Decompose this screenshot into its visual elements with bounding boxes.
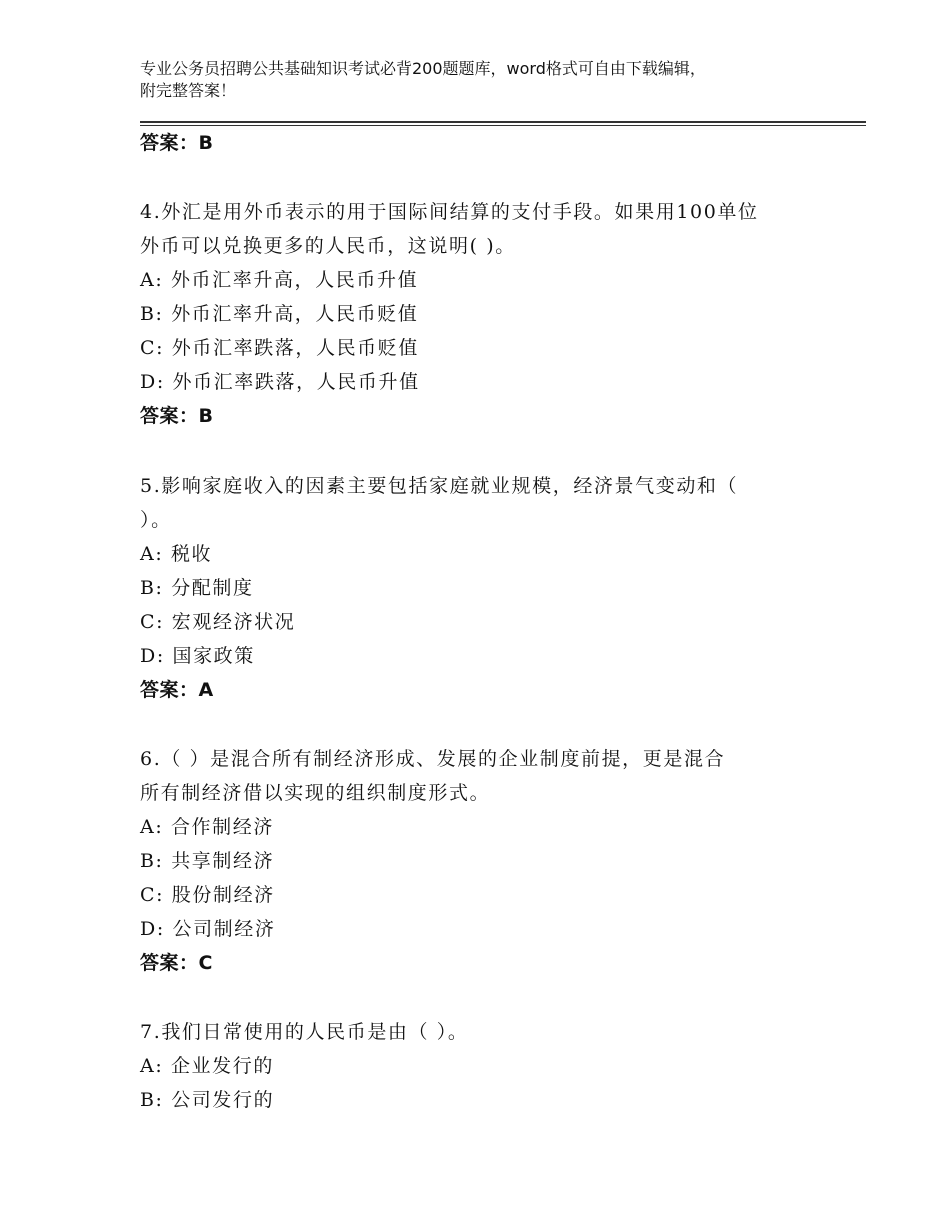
question-4-option-a: A: 外币汇率升高，人民币升值 bbox=[140, 269, 419, 291]
question-5-stem-line-2: ）。 bbox=[140, 509, 172, 531]
question-4-option-b: B: 外币汇率升高，人民币贬值 bbox=[140, 303, 419, 325]
question-6-stem-line-1: 6.（ ）是混合所有制经济形成、发展的企业制度前提，更是混合 bbox=[140, 748, 726, 770]
question-5-answer: 答案：A bbox=[140, 679, 214, 701]
question-7-stem-line-1: 7.我们日常使用的人民币是由（ ）。 bbox=[140, 1021, 469, 1043]
question-6-option-c: C: 股份制经济 bbox=[140, 884, 275, 906]
question-4-option-c: C: 外币汇率跌落，人民币贬值 bbox=[140, 337, 419, 359]
question-6-stem-line-2: 所有制经济借以实现的组织制度形式。 bbox=[140, 782, 491, 804]
header-line-2: 附完整答案！ bbox=[140, 81, 237, 100]
question-4-stem-line-1: 4.外汇是用外币表示的用于国际间结算的支付手段。如果用100单位 bbox=[140, 201, 759, 223]
question-5-option-b: B: 分配制度 bbox=[140, 577, 254, 599]
question-7-option-a: A: 企业发行的 bbox=[140, 1055, 274, 1077]
question-4-stem-line-2: 外币可以兑换更多的人民币，这说明( )。 bbox=[140, 235, 516, 257]
question-6-option-a: A: 合作制经济 bbox=[140, 816, 274, 838]
question-4-answer: 答案：B bbox=[140, 405, 214, 427]
question-6-option-b: B: 共享制经济 bbox=[140, 850, 275, 872]
question-6-answer: 答案：C bbox=[140, 952, 213, 974]
question-5-option-d: D: 国家政策 bbox=[140, 645, 255, 667]
question-4-option-d: D: 外币汇率跌落，人民币升值 bbox=[140, 371, 420, 393]
header-rule-thin bbox=[140, 125, 866, 126]
question-5-option-c: C: 宏观经济状况 bbox=[140, 611, 296, 633]
question-7-option-b: B: 公司发行的 bbox=[140, 1089, 275, 1111]
question-6-option-d: D: 公司制经济 bbox=[140, 918, 276, 940]
answer-q3: 答案：B bbox=[140, 132, 214, 154]
header-line-1: 专业公务员招聘公共基础知识考试必背200题题库，word格式可自由下载编辑， bbox=[140, 59, 706, 78]
document-header bbox=[140, 58, 830, 102]
header-rule-thick bbox=[140, 121, 866, 123]
question-5-stem-line-1: 5.影响家庭收入的因素主要包括家庭就业规模，经济景气变动和（ bbox=[140, 475, 739, 497]
question-5-option-a: A: 税收 bbox=[140, 543, 213, 565]
